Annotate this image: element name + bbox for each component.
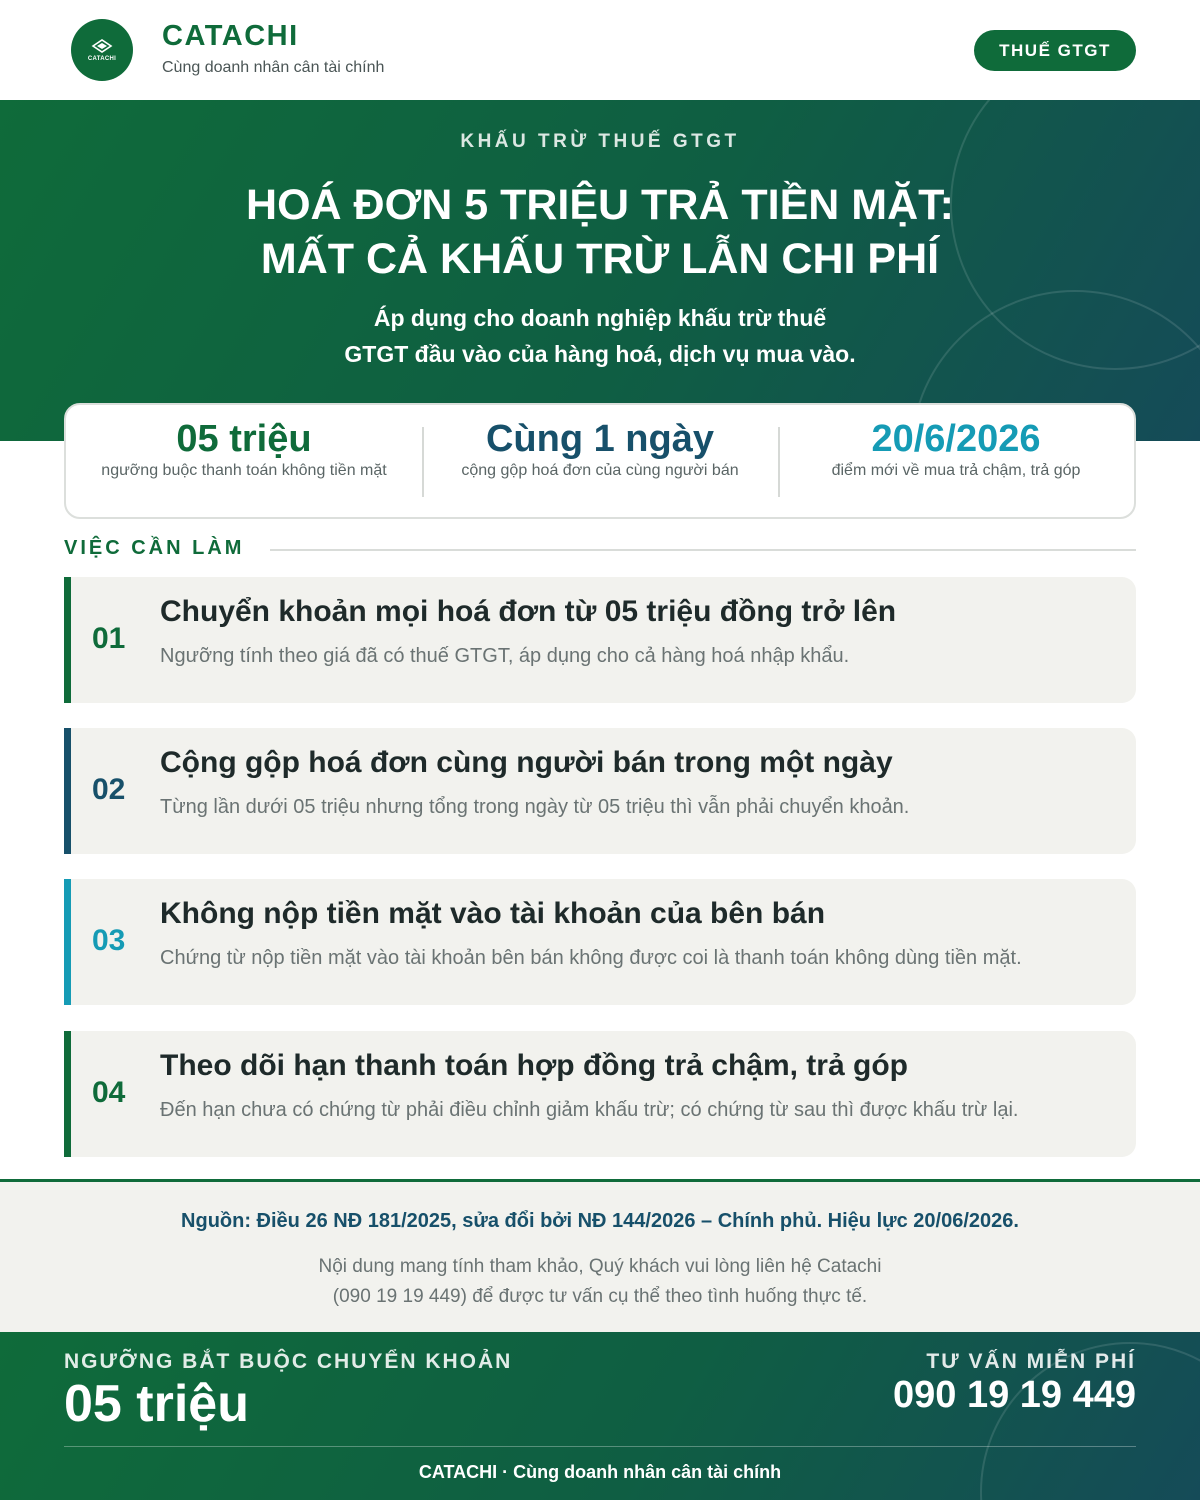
footer-consult-label: TƯ VẤN MIỄN PHÍ bbox=[926, 1350, 1136, 1373]
hero-title-line-2: MẤT CẢ KHẤU TRỪ LẪN CHI PHÍ bbox=[260, 235, 940, 283]
stat-value: 05 triệu bbox=[176, 418, 312, 460]
footer-threshold-value: 05 triệu bbox=[64, 1375, 249, 1433]
step-card bbox=[64, 1031, 1136, 1157]
stat-label: điểm mới về mua trả chậm, trả góp bbox=[831, 462, 1081, 479]
step-number: 03 bbox=[92, 924, 126, 957]
step-card bbox=[64, 728, 1136, 854]
step-accent-bar bbox=[64, 879, 71, 1005]
step-card bbox=[64, 879, 1136, 1005]
logo-text: CATACHI bbox=[87, 56, 117, 62]
stat-effective-date bbox=[778, 405, 1134, 517]
section-divider bbox=[270, 549, 1136, 551]
step-title: Theo dõi hạn thanh toán hợp đồng trả chậm, trả góp bbox=[160, 1049, 908, 1082]
step-description: Từng lần dưới 05 triệu nhưng tổng trong ngày từ 05 triệu thì vẫn phải chuyển khoản. bbox=[160, 796, 910, 818]
footer-threshold-label: NGƯỠNG BẮT BUỘC CHUYỂN KHOẢN bbox=[64, 1350, 513, 1373]
stat-value: Cùng 1 ngày bbox=[485, 418, 715, 460]
footer-divider bbox=[64, 1446, 1136, 1447]
disclaimer-line-2: (090 19 19 449) để được tư vấn cụ thể theo tình huống thực tế. bbox=[332, 1286, 868, 1307]
stat-label: ngưỡng buộc thanh toán không tiền mặt bbox=[101, 462, 387, 479]
footer bbox=[0, 1332, 1200, 1500]
source-section bbox=[0, 1179, 1200, 1332]
step-card bbox=[64, 577, 1136, 703]
logo-mark-icon bbox=[91, 38, 113, 54]
step-title: Cộng gộp hoá đơn cùng người bán trong một ngày bbox=[160, 746, 893, 779]
section-title: VIỆC CẦN LÀM bbox=[64, 537, 245, 559]
brand-name: CATACHI bbox=[162, 20, 299, 52]
source-citation: Nguồn: Điều 26 NĐ 181/2025, sửa đổi bởi NĐ 144/2026 – Chính phủ. Hiệu lực 20/06/2026. bbox=[181, 1210, 1019, 1232]
hero-subtitle-line-2: GTGT đầu vào của hàng hoá, dịch vụ mua vào. bbox=[344, 341, 856, 367]
topic-tag-badge: THUẾ GTGT bbox=[974, 30, 1136, 71]
step-title: Không nộp tiền mặt vào tài khoản của bên bán bbox=[160, 897, 826, 930]
stat-threshold bbox=[66, 405, 422, 517]
footer-phone-number[interactable]: 090 19 19 449 bbox=[892, 1374, 1136, 1416]
step-number: 04 bbox=[92, 1076, 126, 1109]
step-number: 02 bbox=[92, 773, 126, 806]
stat-same-day bbox=[422, 405, 778, 517]
step-accent-bar bbox=[64, 1031, 71, 1157]
step-title: Chuyển khoản mọi hoá đơn từ 05 triệu đồng trở lên bbox=[160, 595, 897, 628]
hero-title-line-1: HOÁ ĐƠN 5 TRIỆU TRẢ TIỀN MẶT: bbox=[246, 181, 954, 229]
step-accent-bar bbox=[64, 728, 71, 854]
catachi-logo bbox=[71, 19, 133, 81]
step-description: Đến hạn chưa có chứng từ phải điều chỉnh giảm khấu trừ; có chứng từ sau thì được khấu trừ lại. bbox=[160, 1099, 1019, 1121]
brand-tagline: Cùng doanh nhân cân tài chính bbox=[162, 59, 385, 76]
disclaimer bbox=[0, 1252, 1200, 1312]
hero-kicker: KHẤU TRỪ THUẾ GTGT bbox=[460, 131, 740, 152]
hero-title bbox=[0, 178, 1200, 286]
key-stats-card bbox=[64, 403, 1136, 519]
hero-subtitle bbox=[0, 300, 1200, 372]
step-accent-bar bbox=[64, 577, 71, 703]
step-number: 01 bbox=[92, 622, 126, 655]
stat-label: cộng gộp hoá đơn của cùng người bán bbox=[461, 462, 739, 479]
step-description: Chứng từ nộp tiền mặt vào tài khoản bên bán không được coi là thanh toán không dùng tiền mặt. bbox=[160, 947, 1022, 969]
step-description: Ngưỡng tính theo giá đã có thuế GTGT, áp dụng cho cả hàng hoá nhập khẩu. bbox=[160, 645, 850, 667]
hero-banner bbox=[0, 100, 1200, 441]
disclaimer-line-1: Nội dung mang tính tham khảo, Quý khách vui lòng liên hệ Catachi bbox=[318, 1256, 882, 1277]
footer-brand-line: CATACHI · Cùng doanh nhân cân tài chính bbox=[418, 1462, 782, 1482]
stat-value: 20/6/2026 bbox=[871, 418, 1041, 460]
header bbox=[0, 0, 1200, 100]
hero-subtitle-line-1: Áp dụng cho doanh nghiệp khấu trừ thuế bbox=[373, 305, 827, 331]
